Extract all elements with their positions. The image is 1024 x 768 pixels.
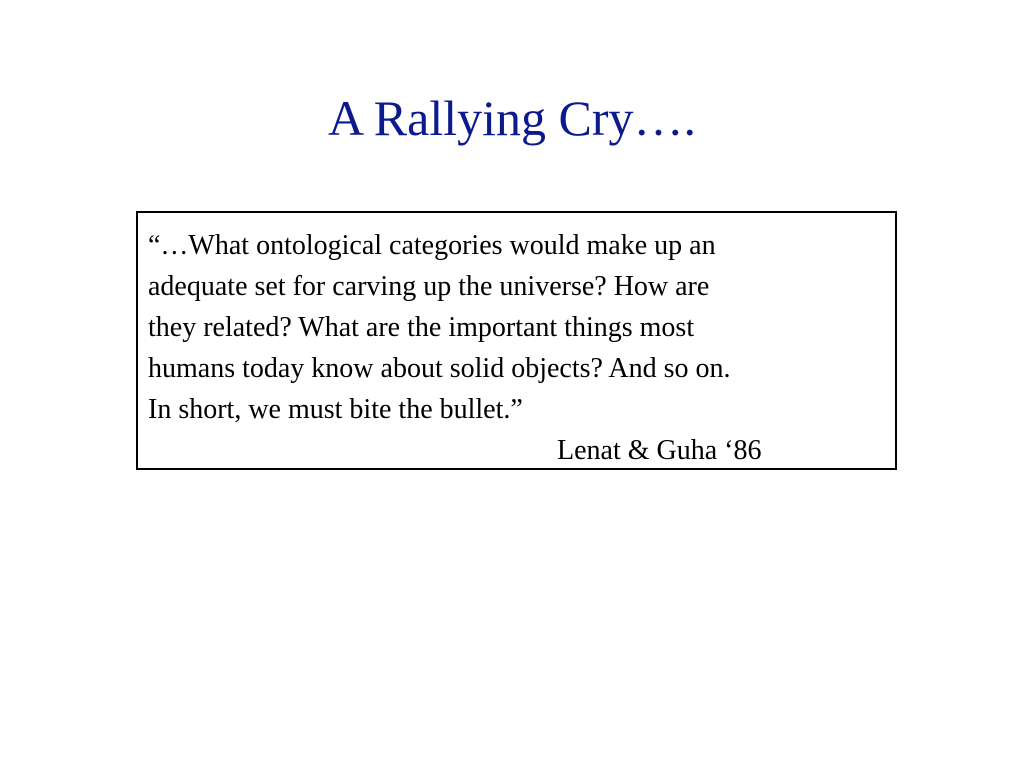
quote-line: adequate set for carving up the universe? How are: [148, 271, 710, 302]
quote-line: humans today know about solid objects? And so on.: [148, 353, 731, 384]
slide-title: A Rallying Cry….: [327, 90, 697, 146]
quote-line: “…What ontological categories would make up an: [148, 230, 716, 261]
quote-line: In short, we must bite the bullet.”: [148, 394, 523, 425]
quote-line: they related? What are the important things most: [148, 312, 695, 343]
quote-box: [136, 211, 897, 470]
quote-attribution: Lenat & Guha ‘86: [557, 435, 762, 466]
